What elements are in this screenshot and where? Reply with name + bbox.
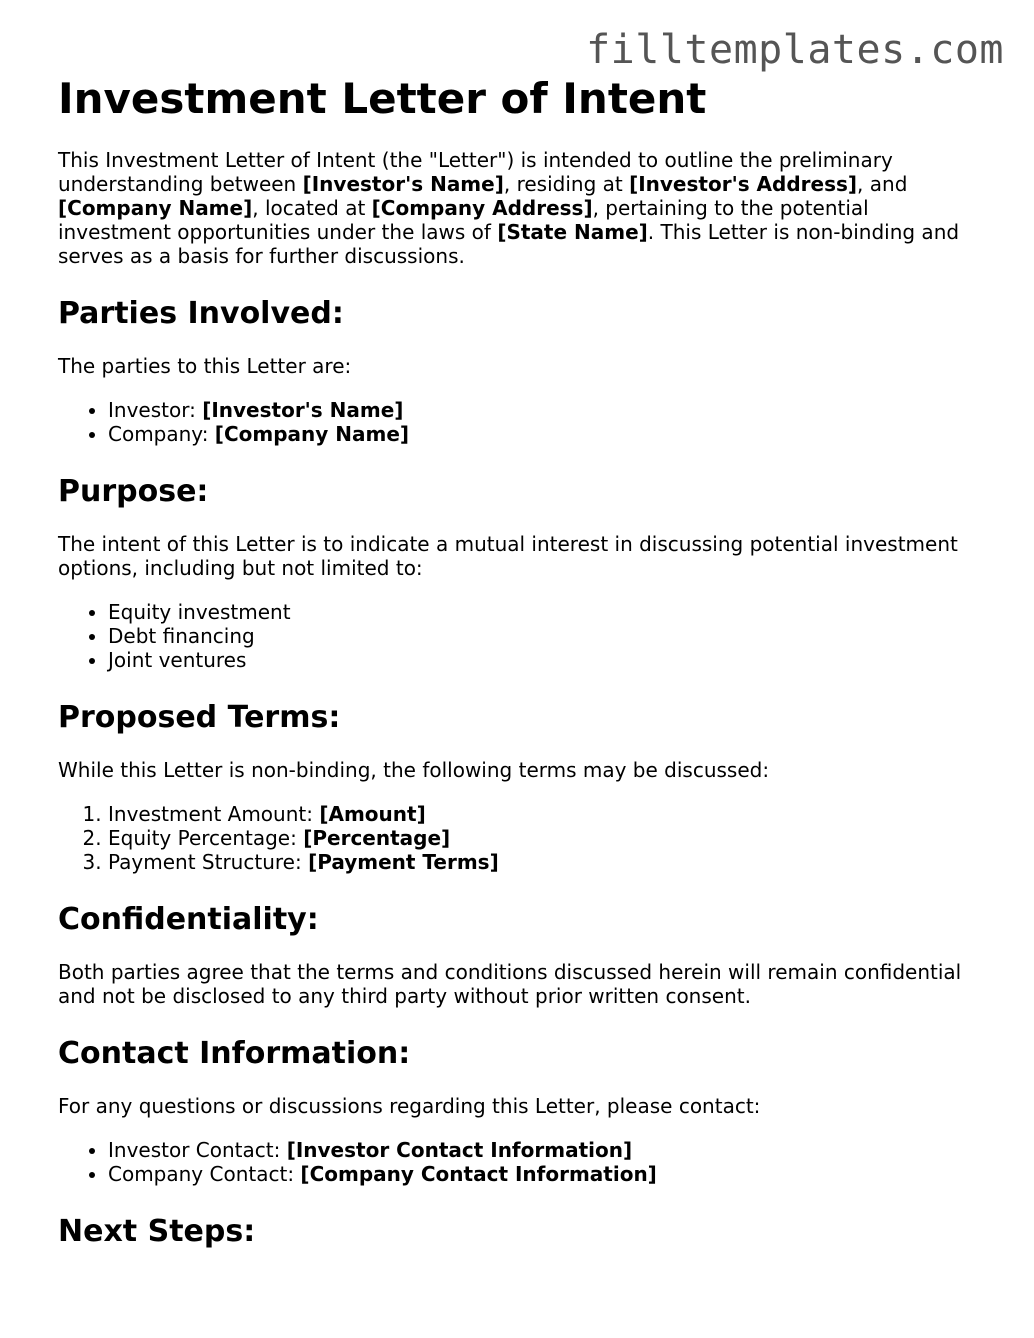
contact-value: [Investor Contact Information] xyxy=(286,1138,633,1162)
page-title: Investment Letter of Intent xyxy=(58,74,707,123)
intro-text-4: , located at xyxy=(252,196,372,220)
parties-heading: Parties Involved: xyxy=(58,296,344,331)
purpose-list xyxy=(58,600,988,672)
intro-text-5: , pertaining to the potential investment opportunities under the laws of xyxy=(58,196,869,244)
confidentiality-heading: Confidentiality: xyxy=(58,902,319,937)
party-value: [Investor's Name] xyxy=(202,398,404,422)
terms-heading: Proposed Terms: xyxy=(58,700,341,735)
term-value: [Percentage] xyxy=(303,826,451,850)
intro-text-1: This Investment Letter of Intent (the "Letter") is intended to outline the preliminary understanding between xyxy=(58,148,893,196)
parties-list xyxy=(58,398,988,446)
document-page xyxy=(58,74,988,1272)
list-item xyxy=(108,1162,988,1186)
list-item: • Equity investment xyxy=(108,600,988,624)
purpose-heading: Purpose: xyxy=(58,474,209,509)
party-value: [Company Name] xyxy=(214,422,410,446)
contact-label: Investor Contact: xyxy=(108,1138,287,1162)
list-item xyxy=(108,802,988,826)
intro-paragraph xyxy=(58,148,988,268)
next-steps-heading: Next Steps: xyxy=(58,1214,256,1249)
list-item xyxy=(108,398,988,422)
contact-list xyxy=(58,1138,988,1186)
intro-text-3: , and xyxy=(857,172,908,196)
contact-label: Company Contact: xyxy=(108,1162,301,1186)
purpose-text: The intent of this Letter is to indicate a mutual interest in discussing potential investment options, including but not limited to: xyxy=(58,532,958,580)
list-item xyxy=(108,826,988,850)
confidentiality-text: Both parties agree that the terms and conditions discussed herein will remain confidential and not be disclosed to any third party without prior written consent. xyxy=(58,960,962,1008)
term-value: [Amount] xyxy=(319,802,426,826)
list-item: • Debt financing xyxy=(108,624,988,648)
contact-text: For any questions or discussions regarding this Letter, please contact: xyxy=(58,1094,761,1118)
contact-value: [Company Contact Information] xyxy=(300,1162,657,1186)
term-value: [Payment Terms] xyxy=(308,850,499,874)
term-label: Payment Structure: xyxy=(108,850,309,874)
party-label: Company: xyxy=(108,422,215,446)
list-item xyxy=(108,1138,988,1162)
terms-text: While this Letter is non-binding, the following terms may be discussed: xyxy=(58,758,770,782)
term-label: Equity Percentage: xyxy=(108,826,304,850)
intro-company-address: [Company Address] xyxy=(371,196,593,220)
contact-heading: Contact Information: xyxy=(58,1036,411,1071)
list-item: • Joint ventures xyxy=(108,648,988,672)
intro-investor-address: [Investor's Address] xyxy=(629,172,858,196)
intro-state-name: [State Name] xyxy=(497,220,648,244)
list-item xyxy=(108,850,988,874)
watermark: filltemplates.com xyxy=(586,27,1004,73)
list-item xyxy=(108,422,988,446)
terms-list xyxy=(58,802,988,874)
party-label: Investor: xyxy=(108,398,203,422)
parties-text: The parties to this Letter are: xyxy=(58,354,352,378)
intro-investor-name: [Investor's Name] xyxy=(302,172,504,196)
intro-company-name: [Company Name] xyxy=(58,196,253,220)
term-label: Investment Amount: xyxy=(108,802,320,826)
intro-text-2: , residing at xyxy=(503,172,630,196)
intro-text-6: . This Letter is non-binding and serves as a basis for further discussions. xyxy=(58,220,960,268)
